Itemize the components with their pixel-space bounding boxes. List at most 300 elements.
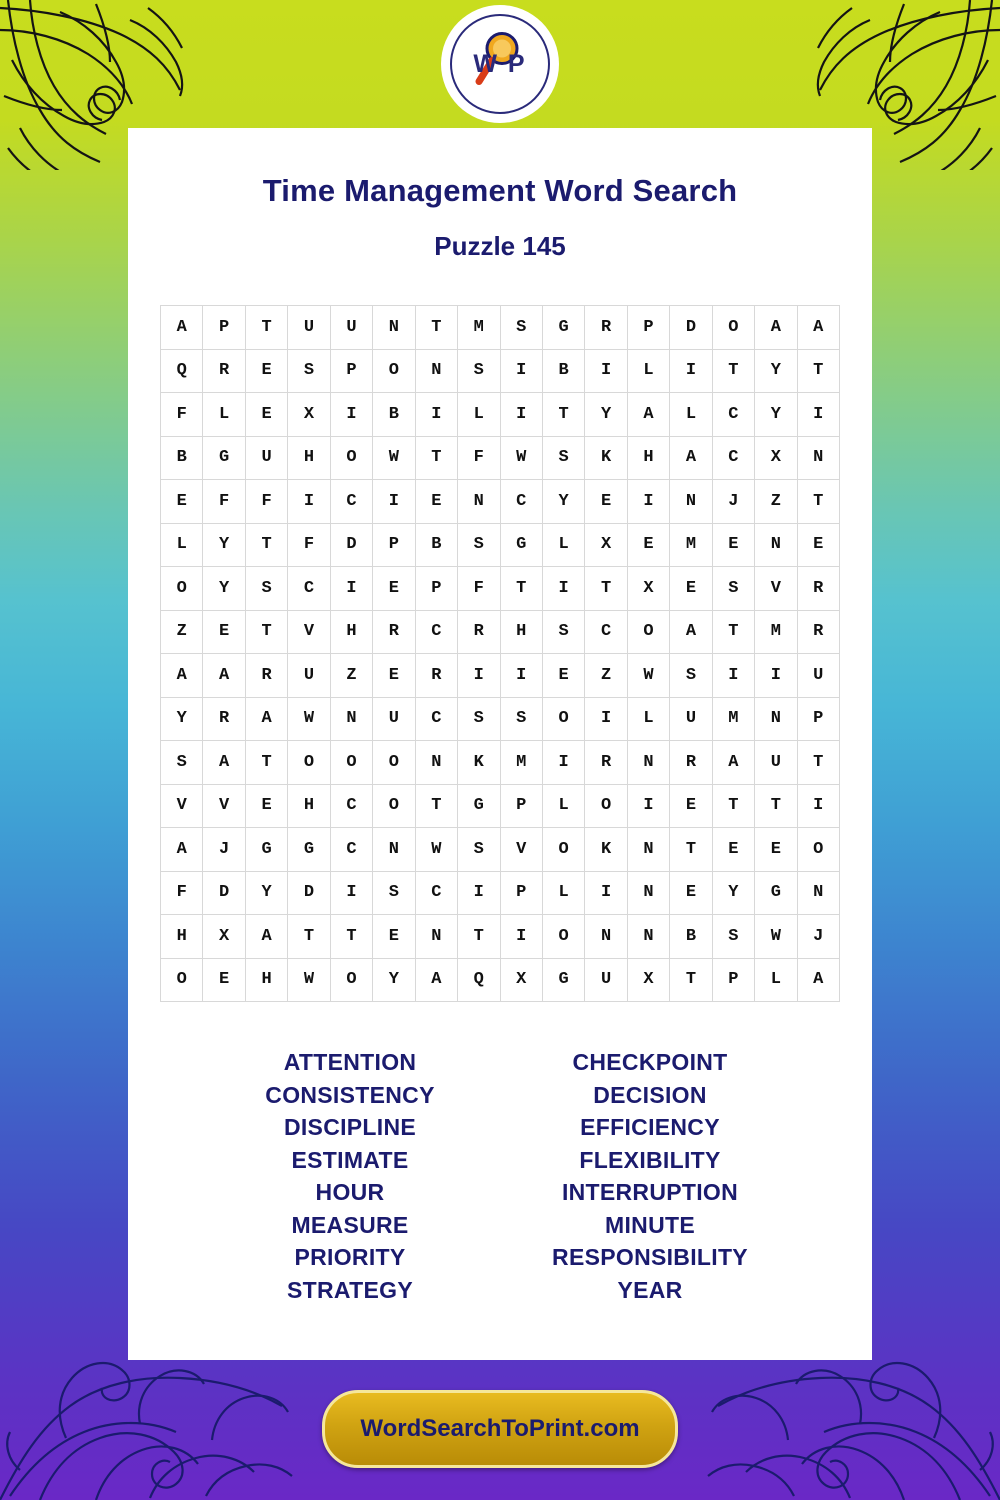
letter-cell[interactable]: U xyxy=(670,697,712,741)
letter-cell[interactable]: H xyxy=(627,436,669,480)
letter-cell[interactable]: P xyxy=(203,306,245,350)
letter-cell[interactable]: N xyxy=(755,523,797,567)
letter-cell[interactable]: T xyxy=(330,915,372,959)
letter-cell[interactable]: D xyxy=(288,871,330,915)
letter-cell[interactable]: T xyxy=(712,784,754,828)
letter-cell[interactable]: D xyxy=(203,871,245,915)
letter-cell[interactable]: I xyxy=(458,654,500,698)
letter-cell[interactable]: C xyxy=(415,697,457,741)
letter-cell[interactable]: G xyxy=(542,958,584,1002)
letter-cell[interactable]: X xyxy=(627,567,669,611)
letter-cell[interactable]: C xyxy=(500,480,542,524)
letter-cell[interactable]: T xyxy=(245,306,287,350)
table-row xyxy=(161,828,840,872)
letter-cell[interactable]: S xyxy=(458,697,500,741)
logo-circle xyxy=(450,14,550,114)
list-item[interactable]: HOUR xyxy=(315,1179,385,1205)
letter-cell[interactable]: G xyxy=(500,523,542,567)
letter-cell[interactable]: O xyxy=(330,958,372,1002)
letter-cell[interactable]: B xyxy=(542,349,584,393)
letter-cell[interactable]: R xyxy=(670,741,712,785)
letter-cell[interactable]: F xyxy=(161,871,203,915)
letter-cell[interactable]: I xyxy=(542,567,584,611)
table-row xyxy=(161,393,840,437)
list-item[interactable]: ATTENTION xyxy=(283,1049,417,1075)
letter-cell[interactable]: P xyxy=(500,871,542,915)
letter-cell[interactable]: J xyxy=(797,915,839,959)
letter-cell[interactable]: G xyxy=(755,871,797,915)
letter-cell[interactable]: N xyxy=(627,828,669,872)
letter-cell[interactable]: O xyxy=(330,741,372,785)
letter-cell[interactable]: O xyxy=(585,784,627,828)
letter-cell[interactable]: C xyxy=(288,567,330,611)
letter-cell[interactable]: O xyxy=(712,306,754,350)
table-row xyxy=(161,567,840,611)
word-search-grid[interactable] xyxy=(160,305,840,1002)
letter-cell[interactable]: E xyxy=(245,349,287,393)
table-row xyxy=(161,958,840,1002)
letter-cell[interactable]: Z xyxy=(161,610,203,654)
letter-cell[interactable]: X xyxy=(500,958,542,1002)
list-item[interactable]: CONSISTENCY xyxy=(265,1081,435,1108)
letter-cell[interactable]: Y xyxy=(755,349,797,393)
letter-cell[interactable]: O xyxy=(797,828,839,872)
letter-cell[interactable]: Y xyxy=(245,871,287,915)
table-row xyxy=(161,436,840,480)
letter-cell[interactable]: Y xyxy=(203,567,245,611)
letter-cell[interactable]: I xyxy=(585,871,627,915)
letter-cell[interactable]: I xyxy=(585,349,627,393)
letter-cell[interactable]: R xyxy=(203,697,245,741)
letter-cell[interactable]: I xyxy=(458,871,500,915)
list-item[interactable]: ESTIMATE xyxy=(291,1146,409,1173)
letter-cell[interactable]: M xyxy=(712,697,754,741)
letter-cell[interactable]: S xyxy=(500,697,542,741)
table-row xyxy=(161,523,840,567)
letter-cell[interactable]: W xyxy=(627,654,669,698)
letter-cell[interactable]: A xyxy=(670,436,712,480)
letter-cell[interactable]: T xyxy=(797,741,839,785)
letter-cell[interactable]: U xyxy=(755,741,797,785)
letter-cell[interactable]: N xyxy=(373,306,415,350)
letter-cell[interactable]: N xyxy=(373,828,415,872)
letter-cell[interactable]: S xyxy=(288,349,330,393)
letter-cell[interactable]: Y xyxy=(542,480,584,524)
letter-cell[interactable]: O xyxy=(161,567,203,611)
letter-cell[interactable]: G xyxy=(245,828,287,872)
table-row xyxy=(161,741,840,785)
letter-cell[interactable]: O xyxy=(542,697,584,741)
letter-cell[interactable]: L xyxy=(161,523,203,567)
letter-cell[interactable]: H xyxy=(500,610,542,654)
letter-cell[interactable]: T xyxy=(712,349,754,393)
letter-cell[interactable]: A xyxy=(755,306,797,350)
letter-cell[interactable]: A xyxy=(670,610,712,654)
letter-cell[interactable]: H xyxy=(245,958,287,1002)
website-button-label: WordSearchToPrint.com xyxy=(360,1415,640,1442)
letter-cell[interactable]: T xyxy=(542,393,584,437)
letter-cell[interactable]: L xyxy=(542,871,584,915)
letter-cell[interactable]: S xyxy=(542,436,584,480)
letter-cell[interactable]: T xyxy=(415,306,457,350)
list-item[interactable]: MINUTE xyxy=(605,1211,695,1238)
letter-cell[interactable]: I xyxy=(288,480,330,524)
letter-cell[interactable]: G xyxy=(288,828,330,872)
list-item[interactable]: INTERRUPTION xyxy=(561,1179,739,1205)
letter-cell[interactable]: W xyxy=(415,828,457,872)
letter-cell[interactable]: C xyxy=(712,393,754,437)
letter-cell[interactable]: O xyxy=(373,741,415,785)
letter-cell[interactable]: E xyxy=(542,654,584,698)
letter-cell[interactable]: K xyxy=(458,741,500,785)
letter-cell[interactable]: T xyxy=(585,567,627,611)
letter-cell[interactable]: S xyxy=(458,828,500,872)
letter-cell[interactable]: A xyxy=(161,654,203,698)
table-row xyxy=(161,784,840,828)
letter-cell[interactable]: D xyxy=(670,306,712,350)
letter-grid-body xyxy=(161,306,840,1002)
table-row xyxy=(161,306,840,350)
letter-cell[interactable]: L xyxy=(458,393,500,437)
letter-cell[interactable]: O xyxy=(627,610,669,654)
letter-cell[interactable]: M xyxy=(755,610,797,654)
page-subtitle: Puzzle 145 xyxy=(434,231,566,261)
letter-cell[interactable]: U xyxy=(330,306,372,350)
letter-cell[interactable]: R xyxy=(245,654,287,698)
letter-cell[interactable]: E xyxy=(373,567,415,611)
letter-cell[interactable]: F xyxy=(458,567,500,611)
letter-cell[interactable]: H xyxy=(330,610,372,654)
letter-cell[interactable]: Z xyxy=(330,654,372,698)
letter-cell[interactable]: R xyxy=(415,654,457,698)
letter-cell[interactable]: B xyxy=(670,915,712,959)
letter-cell[interactable]: I xyxy=(670,349,712,393)
letter-cell[interactable]: M xyxy=(670,523,712,567)
letter-cell[interactable]: N xyxy=(627,915,669,959)
letter-cell[interactable]: C xyxy=(330,828,372,872)
letter-cell[interactable]: O xyxy=(288,741,330,785)
letter-cell[interactable]: P xyxy=(797,697,839,741)
letter-cell[interactable]: Q xyxy=(161,349,203,393)
letter-cell[interactable]: S xyxy=(712,567,754,611)
letter-cell[interactable]: N xyxy=(458,480,500,524)
letter-cell[interactable]: L xyxy=(542,523,584,567)
letter-cell[interactable]: G xyxy=(542,306,584,350)
table-row xyxy=(161,697,840,741)
letter-cell[interactable]: O xyxy=(373,784,415,828)
letter-cell[interactable]: A xyxy=(797,958,839,1002)
letter-cell[interactable]: S xyxy=(712,915,754,959)
letter-cell[interactable]: P xyxy=(500,784,542,828)
letter-cell[interactable]: U xyxy=(245,436,287,480)
letter-cell[interactable]: M xyxy=(458,306,500,350)
letter-cell[interactable]: X xyxy=(585,523,627,567)
list-item[interactable]: DECISION xyxy=(593,1081,707,1108)
letter-cell[interactable]: X xyxy=(627,958,669,1002)
letter-cell[interactable]: U xyxy=(585,958,627,1002)
letter-grid-table xyxy=(160,305,840,1002)
letter-cell[interactable]: E xyxy=(373,915,415,959)
letter-cell[interactable]: C xyxy=(712,436,754,480)
letter-cell[interactable]: A xyxy=(627,393,669,437)
letter-cell[interactable]: V xyxy=(203,784,245,828)
letter-cell[interactable]: O xyxy=(373,349,415,393)
letter-cell[interactable]: B xyxy=(161,436,203,480)
letter-cell[interactable]: T xyxy=(670,828,712,872)
letter-cell[interactable]: H xyxy=(161,915,203,959)
letter-cell[interactable]: P xyxy=(415,567,457,611)
letter-cell[interactable]: E xyxy=(797,523,839,567)
letter-cell[interactable]: T xyxy=(458,915,500,959)
letter-cell[interactable]: H xyxy=(288,436,330,480)
letter-cell[interactable]: T xyxy=(797,480,839,524)
letter-cell[interactable]: U xyxy=(373,697,415,741)
letter-cell[interactable]: N xyxy=(627,741,669,785)
letter-cell[interactable]: N xyxy=(415,349,457,393)
letter-cell[interactable]: D xyxy=(330,523,372,567)
letter-cell[interactable]: B xyxy=(415,523,457,567)
puzzle-sheet xyxy=(128,128,872,1360)
page-title: Time Management Word Search xyxy=(262,173,738,208)
letter-cell[interactable]: E xyxy=(245,784,287,828)
list-item[interactable]: RESPONSIBILITY xyxy=(552,1244,748,1270)
letter-cell[interactable]: B xyxy=(373,393,415,437)
letter-cell[interactable]: T xyxy=(415,784,457,828)
letter-cell[interactable]: Y xyxy=(161,697,203,741)
letter-cell[interactable]: N xyxy=(627,871,669,915)
letter-cell[interactable]: V xyxy=(500,828,542,872)
letter-cell[interactable]: U xyxy=(288,654,330,698)
letter-cell[interactable]: P xyxy=(712,958,754,1002)
letter-cell[interactable]: E xyxy=(585,480,627,524)
list-item[interactable]: MEASURE xyxy=(291,1211,409,1238)
letter-cell[interactable]: X xyxy=(755,436,797,480)
website-button[interactable] xyxy=(322,1390,678,1468)
letter-cell[interactable]: E xyxy=(670,784,712,828)
letter-cell[interactable]: V xyxy=(755,567,797,611)
list-item[interactable]: PRIORITY xyxy=(294,1244,406,1270)
letter-cell[interactable]: T xyxy=(288,915,330,959)
list-item[interactable]: CHECKPOINT xyxy=(572,1049,728,1075)
site-logo xyxy=(444,8,556,120)
letter-cell[interactable]: A xyxy=(712,741,754,785)
letter-cell[interactable]: N xyxy=(797,436,839,480)
letter-cell[interactable]: I xyxy=(627,784,669,828)
word-list xyxy=(128,1046,872,1306)
letter-cell[interactable]: A xyxy=(797,306,839,350)
letter-cell[interactable]: L xyxy=(670,393,712,437)
letter-cell[interactable]: P xyxy=(627,306,669,350)
letter-cell[interactable]: E xyxy=(373,654,415,698)
letter-cell[interactable]: N xyxy=(585,915,627,959)
letter-cell[interactable]: O xyxy=(542,828,584,872)
letter-cell[interactable]: I xyxy=(373,480,415,524)
letter-cell[interactable]: R xyxy=(373,610,415,654)
letter-cell[interactable]: E xyxy=(203,610,245,654)
list-item[interactable]: FLEXIBILITY xyxy=(579,1146,721,1173)
letter-cell[interactable]: Z xyxy=(755,480,797,524)
letter-cell[interactable]: S xyxy=(245,567,287,611)
list-item[interactable]: STRATEGY xyxy=(287,1276,413,1303)
letter-cell[interactable]: P xyxy=(330,349,372,393)
letter-cell[interactable]: R xyxy=(585,306,627,350)
letter-cell[interactable]: K xyxy=(585,436,627,480)
letter-cell[interactable]: I xyxy=(797,393,839,437)
letter-cell[interactable]: G xyxy=(203,436,245,480)
letter-cell[interactable]: L xyxy=(755,958,797,1002)
letter-cell[interactable]: W xyxy=(755,915,797,959)
table-row xyxy=(161,915,840,959)
letter-cell[interactable]: X xyxy=(288,393,330,437)
letter-cell[interactable]: A xyxy=(161,306,203,350)
letter-cell[interactable]: E xyxy=(245,393,287,437)
letter-cell[interactable]: E xyxy=(755,828,797,872)
letter-cell[interactable]: N xyxy=(797,871,839,915)
logo-letters: W P xyxy=(473,49,527,78)
letter-cell[interactable]: F xyxy=(161,393,203,437)
letter-cell[interactable]: T xyxy=(797,349,839,393)
letter-cell[interactable]: F xyxy=(288,523,330,567)
letter-cell[interactable]: Y xyxy=(203,523,245,567)
letter-cell[interactable]: F xyxy=(458,436,500,480)
letter-cell[interactable]: I xyxy=(330,567,372,611)
letter-cell[interactable]: S xyxy=(542,610,584,654)
letter-cell[interactable]: M xyxy=(500,741,542,785)
letter-cell[interactable]: I xyxy=(797,784,839,828)
letter-cell[interactable]: O xyxy=(542,915,584,959)
table-row xyxy=(161,610,840,654)
letter-cell[interactable]: T xyxy=(755,784,797,828)
letter-cell[interactable]: N xyxy=(755,697,797,741)
letter-cell[interactable]: I xyxy=(415,393,457,437)
letter-cell[interactable]: T xyxy=(712,610,754,654)
letter-cell[interactable]: E xyxy=(203,958,245,1002)
letter-cell[interactable]: P xyxy=(373,523,415,567)
letter-cell[interactable]: I xyxy=(330,393,372,437)
letter-cell[interactable]: I xyxy=(330,871,372,915)
letter-cell[interactable]: R xyxy=(585,741,627,785)
letter-cell[interactable]: C xyxy=(330,480,372,524)
letter-cell[interactable]: C xyxy=(415,871,457,915)
list-item[interactable]: DISCIPLINE xyxy=(283,1114,417,1140)
letter-cell[interactable]: I xyxy=(500,393,542,437)
letter-cell[interactable]: S xyxy=(458,523,500,567)
letter-cell[interactable]: U xyxy=(288,306,330,350)
letter-cell[interactable]: C xyxy=(415,610,457,654)
letter-cell[interactable]: N xyxy=(415,741,457,785)
letter-cell[interactable]: S xyxy=(670,654,712,698)
letter-cell[interactable]: R xyxy=(203,349,245,393)
letter-cell[interactable]: F xyxy=(203,480,245,524)
letter-cell[interactable]: N xyxy=(670,480,712,524)
table-row xyxy=(161,654,840,698)
letter-cell[interactable]: F xyxy=(245,480,287,524)
list-item[interactable]: EFFICIENCY xyxy=(580,1114,720,1140)
table-row xyxy=(161,480,840,524)
letter-cell[interactable]: I xyxy=(585,697,627,741)
letter-cell[interactable]: A xyxy=(161,828,203,872)
letter-cell[interactable]: W xyxy=(288,958,330,1002)
letter-cell[interactable]: S xyxy=(161,741,203,785)
letter-cell[interactable]: I xyxy=(712,654,754,698)
letter-cell[interactable]: W xyxy=(500,436,542,480)
letter-cell[interactable]: Y xyxy=(712,871,754,915)
letter-cell[interactable]: A xyxy=(203,741,245,785)
letter-cell[interactable]: Z xyxy=(585,654,627,698)
letter-cell[interactable]: J xyxy=(712,480,754,524)
letter-cell[interactable]: I xyxy=(500,915,542,959)
letter-cell[interactable]: W xyxy=(373,436,415,480)
word-list-left-column xyxy=(200,1046,500,1306)
letter-cell[interactable]: V xyxy=(161,784,203,828)
letter-cell[interactable]: T xyxy=(245,523,287,567)
letter-cell[interactable]: U xyxy=(797,654,839,698)
letter-cell[interactable]: T xyxy=(245,741,287,785)
letter-cell[interactable]: I xyxy=(627,480,669,524)
letter-cell[interactable]: R xyxy=(797,610,839,654)
letter-cell[interactable]: A xyxy=(415,958,457,1002)
letter-cell[interactable]: O xyxy=(330,436,372,480)
letter-cell[interactable]: Y xyxy=(755,393,797,437)
letter-cell[interactable]: Y xyxy=(373,958,415,1002)
letter-cell[interactable]: E xyxy=(670,871,712,915)
letter-cell[interactable]: T xyxy=(500,567,542,611)
letter-cell[interactable]: E xyxy=(712,828,754,872)
letter-cell[interactable]: R xyxy=(458,610,500,654)
letter-cell[interactable]: S xyxy=(500,306,542,350)
letter-cell[interactable]: V xyxy=(288,610,330,654)
letter-cell[interactable]: C xyxy=(585,610,627,654)
letter-cell[interactable]: L xyxy=(542,784,584,828)
letter-cell[interactable]: C xyxy=(330,784,372,828)
letter-cell[interactable]: I xyxy=(500,654,542,698)
letter-cell[interactable]: Q xyxy=(458,958,500,1002)
letter-cell[interactable]: I xyxy=(755,654,797,698)
letter-cell[interactable]: K xyxy=(585,828,627,872)
letter-cell[interactable]: T xyxy=(670,958,712,1002)
letter-cell[interactable]: N xyxy=(415,915,457,959)
letter-cell[interactable]: N xyxy=(330,697,372,741)
letter-cell[interactable]: G xyxy=(458,784,500,828)
letter-cell[interactable]: L xyxy=(627,697,669,741)
letter-cell[interactable]: L xyxy=(203,393,245,437)
letter-cell[interactable]: S xyxy=(373,871,415,915)
letter-cell[interactable]: T xyxy=(245,610,287,654)
letter-cell[interactable]: H xyxy=(288,784,330,828)
letter-cell[interactable]: I xyxy=(542,741,584,785)
letter-cell[interactable]: I xyxy=(500,349,542,393)
letter-cell[interactable]: R xyxy=(797,567,839,611)
letter-cell[interactable]: E xyxy=(627,523,669,567)
letter-cell[interactable]: S xyxy=(458,349,500,393)
letter-cell[interactable]: O xyxy=(161,958,203,1002)
letter-cell[interactable]: X xyxy=(203,915,245,959)
letter-cell[interactable]: L xyxy=(627,349,669,393)
letter-cell[interactable]: E xyxy=(161,480,203,524)
letter-cell[interactable]: J xyxy=(203,828,245,872)
letter-cell[interactable]: E xyxy=(415,480,457,524)
letter-cell[interactable]: T xyxy=(415,436,457,480)
letter-cell[interactable]: A xyxy=(245,915,287,959)
letter-cell[interactable]: W xyxy=(288,697,330,741)
letter-cell[interactable]: E xyxy=(712,523,754,567)
letter-cell[interactable]: A xyxy=(245,697,287,741)
word-list-right-column xyxy=(500,1046,800,1306)
letter-cell[interactable]: A xyxy=(203,654,245,698)
letter-cell[interactable]: Y xyxy=(585,393,627,437)
list-item[interactable]: YEAR xyxy=(617,1276,683,1303)
letter-cell[interactable]: E xyxy=(670,567,712,611)
